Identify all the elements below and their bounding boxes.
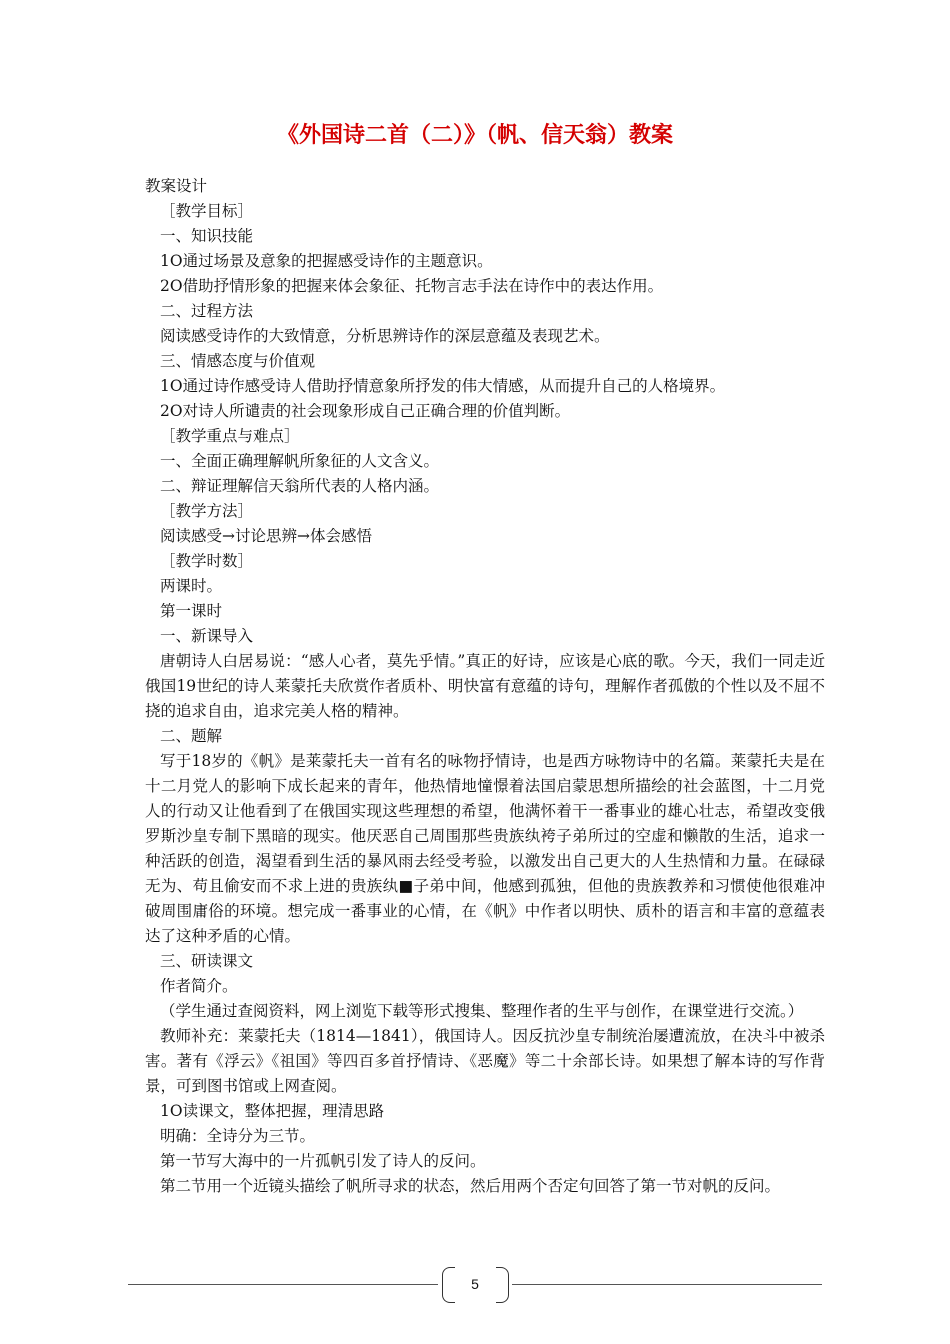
paragraph: 一、全面正确理解帆所象征的人文含义。 (160, 452, 440, 470)
subheading: 一、知识技能 (160, 227, 254, 245)
page-title: 《外国诗二首（二）》（帆、信天翁）教案 (276, 123, 673, 148)
footer-divider-right (512, 1284, 822, 1285)
subheading: 二、过程方法 (160, 302, 254, 320)
section-heading: ［教学时数］ (160, 552, 254, 570)
section-heading: ［教学重点与难点］ (160, 427, 300, 445)
page-number: 5 (471, 1276, 479, 1292)
paragraph: 唐朝诗人白居易说：“感人心者，莫先乎情。”真正的好诗，应该是心底的歌。今天，我们一同走近俄国19世纪的诗人莱蒙托夫欣赏作者质朴、明快富有意蕴的诗句，理解作者孤傲的个性以及不屈不挠的追求自由，追求完美人格的精神。 (145, 652, 825, 720)
section-heading: 教案设计 (145, 177, 208, 195)
paragraph: 写于18岁的《帆》是莱蒙托夫一首有名的咏物抒情诗，也是西方咏物诗中的名篇。莱蒙托夫是在十二月党人的影响下成长起来的青年，他热情地憧憬着法国启蒙思想所描绘的社会蓝图，十二月党人的行动又让他看到了在俄国实现这些理想的希望，他满怀着干一番事业的雄心壮志，希望改变俄罗斯沙皇专制下黑暗的现实。他厌恶自己周围那些贵族纨袴子弟所过的空虚和懒散的生活，追求一种活跃的创造，渴望看到生活的暴风雨去经受考验，以激发出自己更大的人生热情和力量。在碌碌无为、苟且偷安而不求上进的贵族纨■子弟中间，他感到孤独，但他的贵族教养和习惯使他很难冲破周围庸俗的环境。想完成一番事业的心情，在《帆》中作者以明快、质朴的语言和丰富的意蕴表达了这种矛盾的心情。 (145, 752, 825, 945)
paragraph: 1O通过场景及意象的把握感受诗作的主题意识。 (160, 252, 493, 270)
paragraph: 教师补充：莱蒙托夫（1814—1841），俄国诗人。因反抗沙皇专制统治屡遭流放，在决斗中被杀害。著有《浮云》《祖国》等四百多首抒情诗、《恶魔》等二十余部长诗。如果想了解本诗的写作背景，可到图书馆或上网查阅。 (145, 1027, 825, 1095)
paragraph: 第二节用一个近镜头描绘了帆所寻求的状态，然后用两个否定句回答了第一节对帆的反问。 (160, 1177, 781, 1195)
paragraph: 阅读感受→讨论思辨→体会感悟 (160, 527, 372, 545)
subheading: 第一课时 (160, 602, 223, 620)
subheading: 三、情感态度与价值观 (160, 352, 316, 370)
subheading: 三、研读课文 (160, 952, 254, 970)
paragraph: 二、辩证理解信天翁所代表的人格内涵。 (160, 477, 440, 495)
paragraph: 1O通过诗作感受诗人借助抒情意象所抒发的伟大情感，从而提升自己的人格境界。 (160, 377, 726, 395)
paragraph: 明确：全诗分为三节。 (160, 1127, 316, 1145)
footer-divider-left (128, 1284, 438, 1285)
paragraph: 1O读课文，整体把握，理清思路 (160, 1102, 385, 1120)
subheading: 一、新课导入 (160, 627, 254, 645)
document-body (145, 174, 825, 1199)
paragraph: （学生通过查阅资料，网上浏览下载等形式搜集、整理作者的生平与创作，在课堂进行交流。） (160, 1002, 804, 1020)
paragraph: 两课时。 (160, 577, 223, 595)
section-heading: ［教学方法］ (160, 502, 254, 520)
subheading: 二、题解 (160, 727, 223, 745)
paragraph: 2O对诗人所谴责的社会现象形成自己正确合理的价值判断。 (160, 402, 571, 420)
paragraph: 阅读感受诗作的大致情意，分析思辨诗作的深层意蕴及表现艺术。 (160, 327, 610, 345)
paragraph: 作者简介。 (160, 977, 238, 995)
paragraph: 第一节写大海中的一片孤帆引发了诗人的反问。 (160, 1152, 486, 1170)
paragraph: 2O借助抒情形象的把握来体会象征、托物言志手法在诗作中的表达作用。 (160, 277, 664, 295)
section-heading: ［教学目标］ (160, 202, 254, 220)
